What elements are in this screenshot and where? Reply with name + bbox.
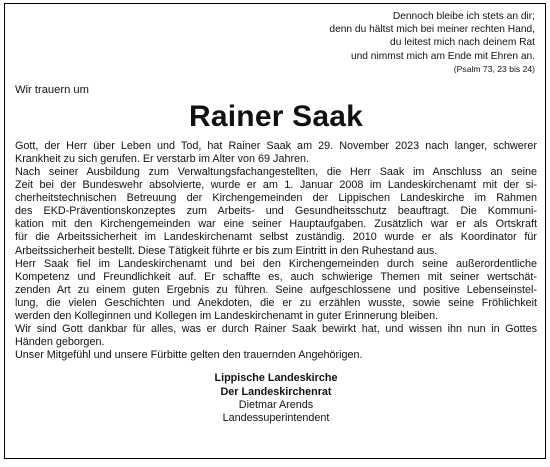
paragraph-5 <box>15 349 537 362</box>
deceased-name: Rainer Saak <box>189 99 363 133</box>
text-line: für die Arbeitssicherheit im Landeskirchenamt selbst zuständig. 2010 wurde er als Koordinator für <box>15 231 537 244</box>
signature-org: Lippische Landeskirche <box>214 372 338 385</box>
signature-council: Der Landeskirchenrat <box>220 385 332 398</box>
verse-line: und nimmst mich am Ende mit Ehren an. <box>350 50 535 62</box>
text-line: kation mit den Kirchengemeinden war eine seiner Hauptaufgaben. Zusätzlich war er als Ortskraft <box>15 218 537 231</box>
paragraph-2 <box>15 166 537 258</box>
text-line: werden den Kolleginnen und Kollegen im Landeskirchenamt in guter Erinnerung bleiben. <box>15 310 439 323</box>
verse-line: denn du hältst mich bei meiner rechten Hand, <box>329 24 535 36</box>
text-line: zenden Art zu einem guten Ergebnis zu führen. Seine aufgeschlossene und positive Lebenseinstel- <box>15 283 537 296</box>
text-line: Arbeitssicherheit bestellt. Diese Tätigkeit führte er bis zum Eintritt in den Ruhestand aus. <box>15 244 438 257</box>
signature-block <box>15 372 537 425</box>
obituary-notice <box>4 3 546 459</box>
text-line: Gott, der Herr über Leben und Tod, hat Rainer Saak am 29. November 2023 nach langer, schwerer <box>15 139 537 152</box>
paragraph-1 <box>15 140 537 166</box>
verse-line: Dennoch bleibe ich stets an dir; <box>392 11 535 22</box>
text-line: Kompetenz und Freundlichkeit auf. Er schaffte es, auch schwierige Themen mit seiner wertschät- <box>15 270 537 283</box>
paragraph-4 <box>15 323 537 349</box>
text-line: Zeit bei der Bundeswehr absolvierte, wurde er am 1. Januar 2008 im Landeskirchenamt mit der si- <box>15 179 537 192</box>
signature-role: Landessuperintendent <box>222 412 330 425</box>
text-line: Händen geborgen. <box>15 336 105 349</box>
text-line: Unser Mitgefühl und unsere Fürbitte gelten den trauernden Angehörigen. <box>15 349 363 362</box>
psalm-verse <box>15 10 537 75</box>
text-line: lung, die vielen Geschichten und Anekdoten, die er zu erzählen wusste, sowie seine Fröhlichkeit <box>15 296 537 309</box>
signature-person: Dietmar Arends <box>238 398 314 411</box>
text-line: Krankheit zu sich gerufen. Er verstarb im Alter von 69 Jahren. <box>15 152 310 165</box>
text-line: Nach seiner Ausbildung zum Verwaltungsfachangestellten, die Herr Saak im Anschluss an seine <box>15 166 537 178</box>
text-line: des EKD-Präventionskonzeptes zum Arbeits- und Gesundheitsschutz beauftragt. Die Kommuni- <box>15 205 537 218</box>
verse-reference: (Psalm 73, 23 bis 24) <box>453 63 535 74</box>
mourning-line: Wir trauern um <box>15 83 89 96</box>
text-line: Wir sind Gott dankbar für alles, was er durch Rainer Saak bewirkt hat, und wissen ihn nun in Gottes <box>15 323 537 336</box>
text-line: Herr Saak fiel im Landeskirchenamt und bei den Kirchengemeinden durch seine außerordentliche <box>15 257 537 270</box>
verse-line: du leitest mich nach deinem Rat <box>390 37 535 49</box>
paragraph-3 <box>15 258 537 323</box>
text-line: cherheitstechnischen Betreuung der Kirchengemeinden der Lippischen Landeskirche im Rahmen <box>15 192 537 205</box>
